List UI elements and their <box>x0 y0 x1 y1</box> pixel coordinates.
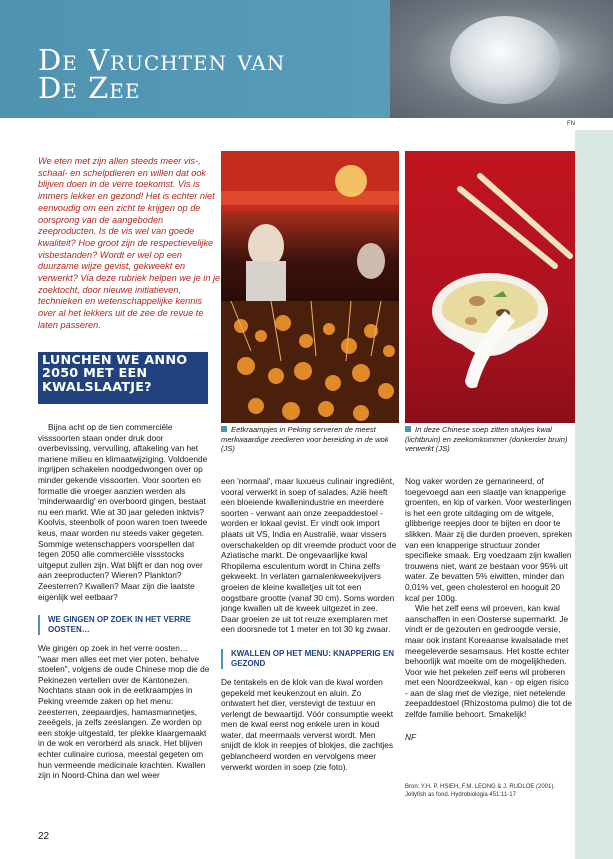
photo1-caption <box>221 425 397 454</box>
title-line-1: De Vruchten van <box>38 43 286 77</box>
corner-tag: FN <box>567 121 575 127</box>
col2-subhead: KWALLEN OP HET MENU: KNAPPERIG EN GEZOND <box>221 649 397 669</box>
col1-paragraph-2: We gingen op zoek in het verre oosten… "waar men alles eet met vier poten, behalve stoelen", volgens de oude Chinese mop die de Pekinezen vertellen over de Kantonezen. Nochtans staan ook in de eetkraampjes in Peking vreemde zaken op het menu: zeesterren, zeepaardjes, hamasmannetjes, zeeëgels, ja zelfs zeeslangen. Ze worden op een stokje uitgestald, ter plekke klaargemaakt in de wok en verorberd als snack. Het blijven echter culinaire curiosa, meestal gegeten om hun vermeende medicinale krachten. Kwallen zijn in Noord-China dan wel weer <box>38 643 210 781</box>
jellyfish-soup-photo <box>405 151 575 423</box>
photo2-caption-text: In deze Chinese soep zitten stukjes kwal (lichtbruin) en zeekomkommer (donkerder bruin) verwerkt (JS) <box>405 425 568 454</box>
intro-text: We eten met zijn allen steeds meer vis-, schaal- en schelpdieren en willen dat ook blijven doen in de verre toekomst. Vis is immers lekker en gezond! Het is echter niet eenvoudig om een zicht te krijgen op de oorsprong van de aangeboden zeeproducten. Is de vis wel van goede kwaliteit? Hoe groot zijn de respectievelijke visbestanden? Wordt er wel op een duurzame wijze gevist, gekweekt en verwerkt? Via deze rubriek helpen we je in je zoektocht, door nieuwe initiatieven, technieken en wetenschappelijke kennis over al het lekkers uit de zee de revue te laten passeren. <box>38 156 221 330</box>
col1-paragraph-1: Bijna acht op de tien commerciële visssoorten staan onder druk door overbevissing, vervuiling, aftakeling van het mariene milieu en klimaatwijziging. Voldoende ingrijpen schakelen noodgedwongen over op minder gekende vissoorten. Voor soorten en formatie die vroeger aanzien werden als 'minderwaardig' en overboord gingen, bestaat nu een markt. Wie at 30 jaar geleden inktvis? Koolvis, steenbolk of poon waren toen tweede keus, maar worden nu steeds vaker gegeten. Sommige wetenschappers voorspellen dat tegen 2050 alle commerciële vissstocks uitgeput zullen zijn. Wat blijft er dan nog over aan zeeproducten? Wieren? Plankton? Zeesterren? Kwallen? Maar zijn die laatste eigenlijk wel eetbaar? <box>38 422 208 602</box>
headline: LUNCHEN WE ANNO 2050 MET EEN KWALSLAATJE? <box>42 353 188 395</box>
caption-marker <box>221 426 227 432</box>
jellyfish-dome <box>450 16 560 104</box>
col1-subhead: WE GINGEN OP ZOEK IN HET VERRE OOSTEN… <box>38 615 211 635</box>
caption-marker <box>405 426 411 432</box>
col2-paragraph-1: een 'normaal', maar luxueus culinair ingrediënt, vooral verwerkt in soep of salades. Azië heeft een bloeiende kwallenindustrie en meerdere soorten - verwant aan onze zeepaddestoel - worden er lokaal gevist. Er vindt ook import plaats uit VS, India en Australië, waar vissers overschakelden op dit vreemde product voor de Aziatische markt. De ongevaarlijke kwal Rhopilema esculentum wordt in China zelfs gekweekt. In verlaten garnalenkweekvijvers groeien de kleine kwalletjes uit tot een oogstbare grootte (vanaf 30 cm). Soms worden jonge kwallen uit de kweek uitgezet in zee. Daar groeien ze uit tot reuze exemplaren met een doorsnede tot 1 meter en tot 30 kg zwaar. <box>221 476 397 635</box>
column-3 <box>405 476 573 742</box>
photo2-caption <box>405 425 573 454</box>
photo1-caption-text: Eetkraampjes in Peking serveren de meest merkwaardige zeedieren voor bereiding in de wok (JS) <box>221 425 389 454</box>
market-stall-photo <box>221 151 399 423</box>
title-line-2: De Zee <box>38 71 141 105</box>
column-1 <box>38 422 211 781</box>
column-2 <box>221 476 397 772</box>
soup-illustration <box>405 151 575 423</box>
col3-paragraph-2: Wie het zelf eens wil proeven, kan kwal aanschaffen in een Oosterse supermarkt. Je vindt er de gezouten en gedroogde versie, maar ook instant Koreaanse kwalsalade met meegeleverde sesamsaus. Het kostte echter behoorlijk wat moeite om de mogelijkheden. Voor wie het pekelen zelf eens wil proberen met een Noordzeekwal, kan - op eigen risico - aan de slag met de vlezige, niet netelende zeepaddestoel (Rhizostoma pulmo) die tot de zelfde familie behoort. Smakelijk! <box>405 603 572 720</box>
source-reference: Bron: Y.H. P. HSIEH, F.M. LEONG & J. RUDLOE (2001). Jellyfish as food. Hydrobiologia 451:11-17 <box>405 784 556 798</box>
col2-paragraph-2: De tentakels en de klok van de kwal worden gepekeld met keukenzout en aluin. Zo ontwatert het dier, verstevigt de textuur en verlengt de bewaartijd. Vóór consumptie weekt men de kwal eerst nog enkele uren in koud water, dat meermaals ververst wordt. Men snijdt de klok in reepjes of blokjes, die zachtjes geblancheerd worden en vervolgens meer verwerkt worden in soep (zie foto). <box>221 676 394 772</box>
col3-paragraph-1: Nog vaker worden ze gemarineerd, of toegevoegd aan een slaatje van knapperige groenten, en kip of varken. Voor westerlingen is het een grote uitdaging om de witgele, glibberige reepjes door te bijten en door te slikken. Maar zij die durden proeven, spreken van een knapperige structuur zonder specifieke smaak. Erg voedzaam zijn kwallen trouwens niet, want ze bestaan voor 95% uit water. Ze bevatten 5% eiwitten, minder dan 0,01% vet, geen cholesterol en hooguit 20 kcal per 100g. <box>405 476 572 603</box>
page-title <box>38 43 286 105</box>
author-sign: NF <box>405 731 417 742</box>
market-stall-illustration <box>221 151 399 423</box>
page-number: 22 <box>38 831 50 842</box>
edge-strip <box>575 130 613 859</box>
